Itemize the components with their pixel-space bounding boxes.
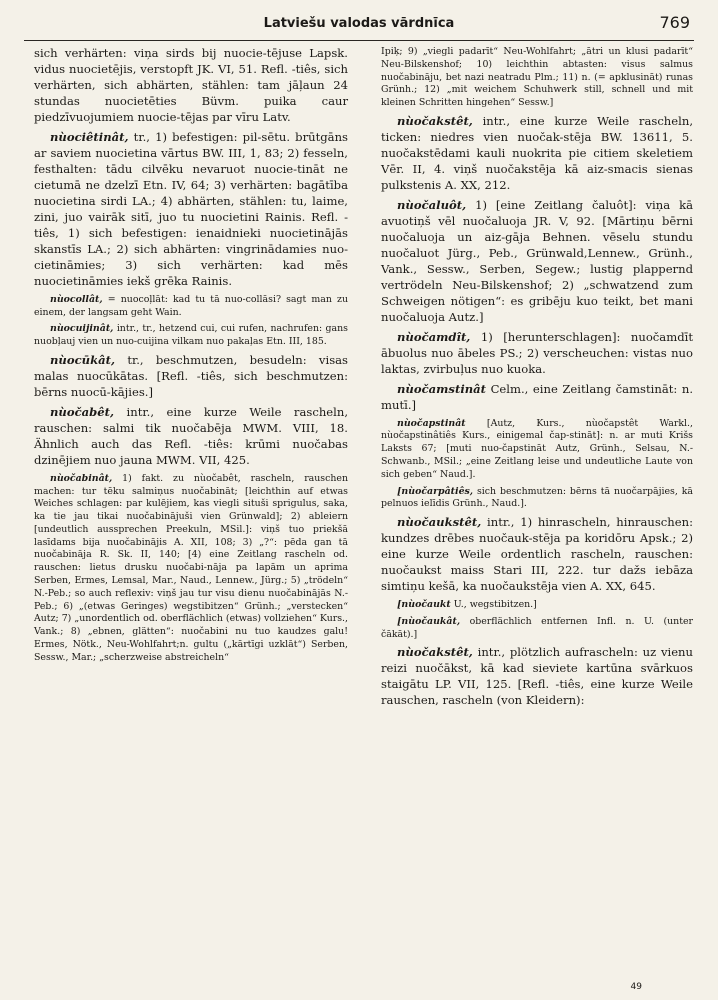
left-column — [34, 46, 348, 669]
entry-definition: 1) [eine Zeitlang čaluôt]: viņa kā avuotiņš vēl nuočaluoja JR. V, 92. [Mārtiņu bērni nuočaluoja un aiz-gāja Behnen. vēselu stundu nuočaluot Jürg., Peb., Grünwald,Lennew., Grünh., Vank., Sessw., Serben, Segew.; lustig plappernd vertrödeln Neu-Bilskenshof; 2) „schwatzend zum Schweigen nötigen“: es gribēju kuo teikt, bet mani nuočaluoja Autz.] — [381, 197, 694, 324]
entry-definition: Celm., eine Zeitlang čamstināt: n. mutī.] — [381, 381, 694, 412]
dictionary-entry — [34, 353, 348, 401]
entry-headword: [nùočaukt — [397, 599, 451, 611]
right-column — [381, 46, 693, 713]
dictionary-entry — [381, 599, 693, 612]
entry-definition: Ipiķ; 9) „viegli padarīt“ Neu-Wohlfahrt; „ātri un klusi padarīt“ Neu-Bilskenshof; 10) leichthin abtasten: visus salmus nuočabināju, bet nazi neatradu Plm.; 11) n. (= apklusināt) runas Grünh.; 12) „mit weichem Schuhwerk still, schnell und mit kleinen Schritten hingehen“ Sessw.] — [381, 46, 693, 109]
dictionary-entry — [381, 486, 693, 512]
entry-headword: nùocollât, — [50, 293, 103, 305]
entry-definition: intr., plötzlich aufrascheln: uz vienu reizi nuočākst, kā kad sieviete kartūna svārkuos staigātu LP. VII, 125. [Refl. -tiês, eine kurze Weile rauschen, rascheln (von Kleidern): — [381, 645, 693, 708]
entry-headword: nùocūkât, — [50, 352, 116, 367]
entry-headword: nùočabêt, — [50, 404, 115, 419]
dictionary-entry — [34, 405, 348, 469]
dictionary-entry — [34, 473, 348, 665]
entry-headword: nùocuijinât, — [50, 323, 114, 335]
entry-definition: sich beschmutzen: bērns tā nuočarpājies, kā pelnuos ielīdis Grünh., Naud.]. — [381, 485, 693, 510]
entry-headword: nùočaluôt, — [397, 197, 467, 212]
entry-headword: nùočamstinât — [397, 381, 487, 396]
entry-definition: [Autz, Kurs., nùočapstêt Warkl., nùočapstinâtiês Kurs., einigemal čap-stināt]: n. ar muti Krišs Laksts 67; [muti nuo-čapstināt Autz, Grünh., Selsau, N.-Schwanb., MSil.; „eine Zeitlang leise und undeutliche Laute von sich geben“ Naud.]. — [381, 417, 694, 480]
dictionary-entry — [381, 616, 693, 642]
entry-definition: intr., tr., hetzend cui, cui rufen, nachrufen: gans nuobļauj vien un nuo-cuijina vilkam nuo pakaļas Etn. III, 185. — [34, 323, 348, 348]
dictionary-entry — [34, 130, 348, 290]
entry-definition: U., wegstibitzen.] — [453, 599, 537, 611]
entry-definition: 1) fakt. zu nùočabêt, rascheln, rauschen machen: tur tēku salmiņus nuočabināt; [leichthin auf etwas Weiches schlagen: par kulējiem, kas viegli situši sprigulus, saka, ka tie jau tikai nuočabinājuši vien Grünwald]; 2) ableiern [undeutlich aussprechen Preekuln, MSil.]: viņš tuo priekšā lasīdams bija nuočabinājis A. XII, 108; 3) „?“: pēda gan tā nuočabināja R. Sk. II, 140; [4) eine Zeitlang rascheln od. rauschen: lietus drusku nuočabi-nāja pa lapām un aprima Serben, Ermes, Lemsal, Mar., Naud., Lennew., Jürg.; 5) „trödeln“ N.-Peb.; so auch reflexiv: viņš jau tur visu dienu nuočabinājās N.-Peb.; 6) „(etwas Geringes) wegstibitzen“ Grünh.; „verstecken“ Autz; 7) „unordentlich od. oberflächlich (etwas) vollziehen“ Kurs., Vank.; 8) „ebnen, glätten“: nuočabini nu tuo kaudzes galu! Ermes, Nötk., Neu-Wohlfahrt;n. gultu („kārtīgi uzklāt“) Serben, Sessw., Mar.; „scherzweise abstreicheln“ — [34, 472, 348, 663]
entry-headword: nùociêtinât, — [50, 129, 129, 144]
dictionary-entry — [381, 114, 693, 194]
entry-definition: oberflächlich entfernen Infl. n. U. (unter čākāt).] — [381, 615, 693, 640]
dictionary-entry — [34, 294, 348, 320]
dictionary-entry — [381, 382, 693, 414]
entry-definition: tr., 1) befestigen: pil-sētu. brūtgāns ar saviem nuocietina vārtus BW. III, 1, 83; 2) fesseln, festhalten: tādu cilvēku nevaruot nuocie-tināt ne cietumā ne dzelzī Etn. IV, 64; 3) verhärten: bagātība nuocietina sirdi LA.; 4) abhärten, stählen: tu, laime, zini, juo vairāk sitī, juo tu nuocietini Rainis. Refl. -tiês, 1) sich befestigen: ienaidnieki nuocietinājās skanstīs LA.; 2) sich abhärten: vingrinādamies nuo-cietināmies; 3) sich verhärten: kad mēs nuocietināmies iekš grēka Rainis. — [34, 129, 349, 288]
entry-headword: nùočakstêt, — [397, 645, 473, 660]
entry-headword: nùočakstêt, — [397, 113, 473, 128]
page-number: 769 — [659, 13, 690, 32]
dictionary-entry — [381, 198, 693, 326]
entry-definition: intr., eine kurze Weile rascheln, rauschen: salmi tik nuočabēja MWM. VIII, 18. Ähnlich auch das Refl. -tiês: krūmi nuočabas dzinējiem nuo jauna MWM. VII, 425. — [34, 404, 349, 467]
entry-definition: intr., 1) hinrascheln, hinrauschen: kundzes drēbes nuočauk-stēja pa koridōru Apsk.; 2) eine kurze Weile ordentlich rascheln, rauschen: nuočaukst maiss Stari III, 222. tur dažs iebāza simtiņu kešā, ka nuočaukstēja vien A. XX, 645. — [381, 515, 693, 594]
entry-headword: nùočaukstêt, — [397, 515, 482, 530]
running-title: Latviešu valodas vārdnīca — [263, 16, 455, 31]
dictionary-entry — [381, 418, 693, 482]
dictionary-entry — [34, 323, 348, 349]
dictionary-entry — [381, 645, 693, 709]
entry-definition: 1) [herunterschlagen]: nuočamdīt ābuolus nuo ābeles PS.; 2) verscheuchen: vistas nuo laktas, zvirbuļus nuo kuoka. — [381, 329, 693, 376]
entry-definition: = nuocoļlāt: kad tu tā nuo-collāsi? sagt man zu einem, der langsam geht Wain. — [34, 293, 348, 318]
entry-headword: [nùočarpâtiês, — [397, 485, 474, 497]
entry-headword: nùočabinât, — [50, 472, 113, 484]
dictionary-entry — [381, 515, 693, 595]
entry-headword: [nùočaukât, — [397, 615, 461, 627]
entry-definition: tr., beschmutzen, besudeln: visas malas nuocūkātas. [Refl. -tiês, sich beschmutzen: bērns nuocū-kājies.] — [34, 352, 349, 399]
sheet-signature: 49 — [630, 982, 642, 992]
dictionary-entry — [381, 46, 693, 110]
entry-definition: intr., eine kurze Weile rascheln, ticken: niedres vien nuočak-stēja BW. 13611, 5. nuočakstēdami kauli nuokrita pie citiem skeletiem Vēr. II, 4. viņš nuočakstēja kā aiz-smacis sienas pulkstenis A. XX, 212. — [381, 113, 693, 192]
entry-headword: nùočapstinât — [397, 417, 466, 429]
entry-definition: sich verhärten: viņa sirds bij nuocie-tējuse Lapsk. vidus nuocietējis, verstopft JK. VI, 51. Refl. -tiês, sich verhärten, sich abhärten, stählen: tam jāļaun 24 stundas nuocietēties Büvm. puika caur piedzīvuojumiem nuocie-tējas par vīru Latv. — [34, 46, 348, 124]
dictionary-entry — [381, 330, 693, 378]
page-header — [24, 10, 694, 41]
dictionary-entry — [34, 46, 348, 126]
entry-headword: nùočamdît, — [397, 329, 471, 344]
